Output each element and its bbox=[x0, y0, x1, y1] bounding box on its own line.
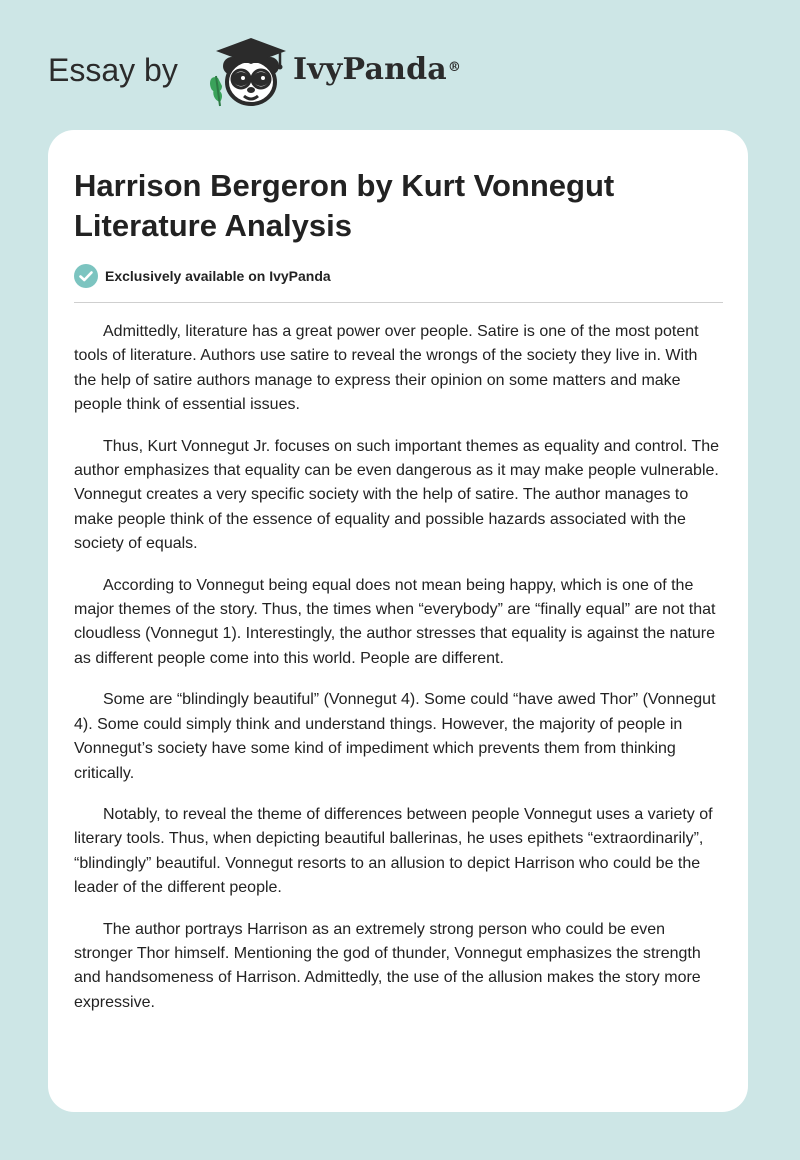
exclusive-badge-label: Exclusively available on IvyPanda bbox=[105, 268, 331, 284]
paragraph: Thus, Kurt Vonnegut Jr. focuses on such important themes as equality and control. The author emphasizes that equality can be even dangerous as it may make people vulnerable. Vonnegut creates a very specific society with the help of satire. The author manages to make people think of the essence of equality and possible hazards associated with the society of equals. bbox=[74, 437, 720, 553]
paragraph: Admittedly, literature has a great power over people. Satire is one of the most potent tools of literature. Authors use satire to reveal the wrongs of the society they live in. With the help of satire authors manage to express their opinion on some matters and make people think of essential issues. bbox=[74, 323, 699, 414]
title-divider bbox=[74, 302, 723, 303]
paragraph: The author portrays Harrison as an extremely strong person who could be even stronger Thor himself. Mentioning the god of thunder, Vonnegut emphasizes the strength and handsomeness of Harrison. Admittedly, the use of the allusion makes the story more expressive. bbox=[74, 920, 701, 1011]
exclusive-badge bbox=[74, 264, 331, 288]
article-body bbox=[74, 320, 723, 1032]
paragraph: Some are “blindingly beautiful” (Vonnegut 4). Some could “have awed Thor” (Vonnegut 4). Some could simply think and understand things. However, the majority of people in Vonnegut’s society have some kind of impediment which prevents them from thinking critically. bbox=[74, 691, 716, 782]
panda-graduate-icon[interactable] bbox=[200, 34, 292, 110]
article-card bbox=[48, 130, 748, 1112]
brand-name[interactable]: IvyPanda® bbox=[293, 52, 462, 87]
check-circle-icon bbox=[74, 264, 98, 288]
site-header bbox=[0, 0, 800, 120]
paragraph: According to Vonnegut being equal does not mean being happy, which is one of the major themes of the story. Thus, the times when “everybody” are “finally equal” are not that cloudless (Vonnegut 1). Interestingly, the author stresses that equality is against the nature as different people come into this world. People are different. bbox=[74, 576, 716, 667]
registered-mark: ® bbox=[447, 60, 462, 75]
essay-by-label: Essay by bbox=[48, 52, 178, 88]
paragraph: Notably, to reveal the theme of differences between people Vonnegut uses a variety of literary tools. Thus, when depicting beautiful ballerinas, he uses epithets “extraordinarily”, “blindingly” beautiful. Vonnegut resorts to an allusion to depict Harrison who could be the leader of the different people. bbox=[74, 805, 713, 897]
article-title: Harrison Bergeron by Kurt Vonnegut Literature Analysis bbox=[74, 168, 615, 243]
